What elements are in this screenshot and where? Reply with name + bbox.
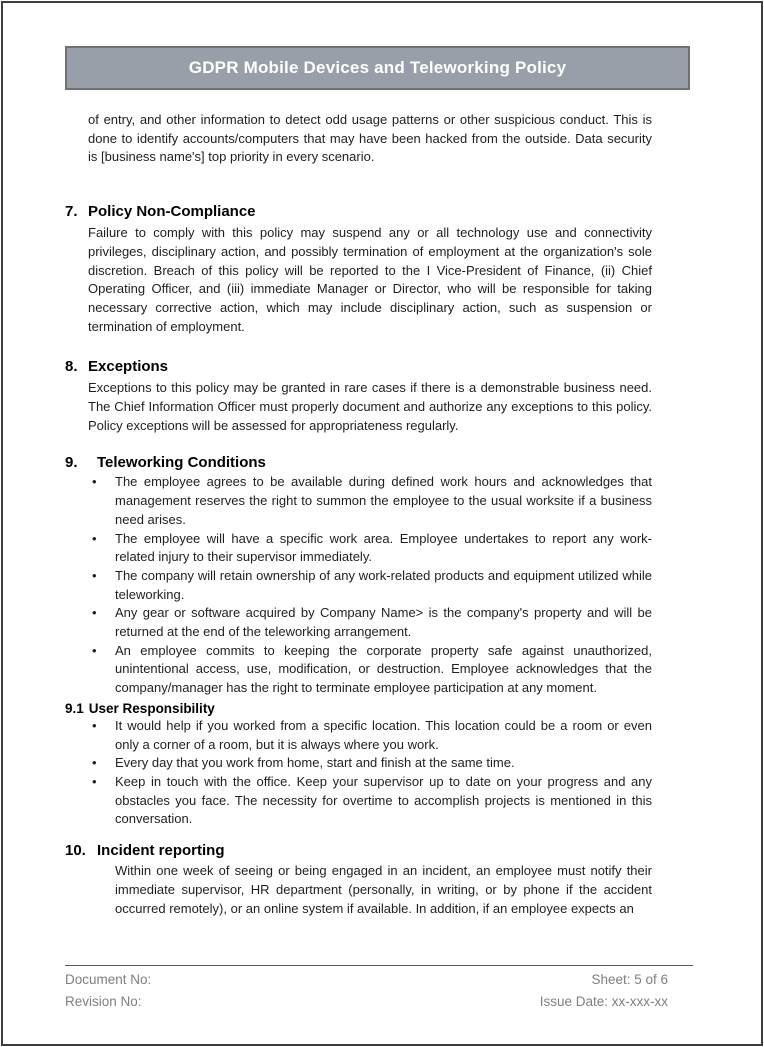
document-title: GDPR Mobile Devices and Teleworking Policy [188, 58, 567, 77]
section-9-1-title: User Responsibility [88, 700, 215, 716]
section-8-body: Exceptions to this policy may be granted in rare cases if there is a demonstrable business need. The Chief Information Officer must properly document and authorize any exceptions to this policy. Policy exceptions will be assessed for appropriateness regularly. [88, 380, 652, 433]
page-footer [65, 965, 693, 1013]
bullet-item: • It would help if you worked from a specific location. This location could be a room or even only a corner of a room, but it is always where you work. [115, 717, 652, 754]
section-8-number: 8. [65, 358, 78, 376]
section-10-number: 10. [65, 842, 86, 860]
section-9-bullet-list [0, 473, 652, 697]
section-9-1-bullet-list [0, 717, 652, 829]
section-9-1-heading [65, 700, 764, 717]
section-9-1-number: 9.1 [65, 700, 84, 716]
section-7-number: 7. [65, 203, 78, 221]
section-10-title: Incident reporting [97, 842, 225, 860]
section-10 [0, 841, 764, 918]
bullet-item: • An employee commits to keeping the corporate property safe against unauthorized, unintentional access, use, modification, or destruction. Employee acknowledges that the company/manager has the right to terminate employee participation at any moment. [115, 642, 652, 698]
bullet-item: • Keep in touch with the office. Keep your supervisor up to date on your progress and any obstacles you face. The necessity for overtime to accomplish projects is mentioned in this conversation. [115, 773, 652, 829]
section-10-heading [65, 841, 764, 861]
section-9-1 [0, 700, 764, 829]
section-8-heading [65, 357, 764, 377]
section-8 [0, 357, 764, 435]
section-10-body: Within one week of seeing or being engaged in an incident, an employee must notify their immediate supervisor, HR department (personally, in writing, or by phone if the accident occurred remotely), or an online system if available. In addition, if an employee expects an [115, 863, 652, 916]
section-9 [0, 453, 764, 697]
sheet-label: Sheet: 5 of 6 [591, 972, 668, 987]
footer-left-column [65, 969, 151, 1013]
section-7 [0, 202, 764, 336]
bullet-item: • Every day that you work from home, start and finish at the same time. [115, 754, 652, 773]
bullet-item: • The employee agrees to be available during defined work hours and acknowledges that management reserves the right to summon the employee to the usual worksite if a business need arises. [115, 473, 652, 529]
section-7-heading [65, 202, 764, 222]
intro-paragraph: of entry, and other information to detect odd usage patterns or other suspicious conduct. This is done to identify accounts/computers that may have been hacked from the outside. Data security is [business name's] top priority in every scenario. [88, 112, 652, 165]
section-9-title: Teleworking Conditions [97, 454, 266, 472]
section-9-number: 9. [65, 454, 78, 472]
title-banner [65, 46, 690, 90]
bullet-item: • The company will retain ownership of any work-related products and equipment utilized while teleworking. [115, 567, 652, 604]
footer-right-column [540, 969, 693, 1013]
section-7-title: Policy Non-Compliance [88, 203, 256, 221]
document-no-label: Document No: [65, 972, 152, 987]
bullet-item: • Any gear or software acquired by Company Name> is the company's property and will be returned at the end of the teleworking arrangement. [115, 604, 652, 641]
bullet-item: • The employee will have a specific work area. Employee undertakes to report any work-related injury to their supervisor immediately. [115, 530, 652, 567]
section-9-heading [65, 453, 764, 473]
issue-date-label: Issue Date: xx-xxx-xx [539, 994, 668, 1009]
section-8-title: Exceptions [88, 358, 169, 376]
section-7-body: Failure to comply with this policy may suspend any or all technology use and connectivity privileges, disciplinary action, and possibly termination of employment at the organization's sole discretion. Breach of this policy will be reported to the I Vice-President of Finance, (ii) Chief Operating Officer, and (iii) immediate Manager or Director, who will be responsible for taking necessary corrective action, which may include disciplinary action, such as suspension or termination of employment. [88, 225, 652, 334]
revision-no-label: Revision No: [65, 994, 142, 1009]
